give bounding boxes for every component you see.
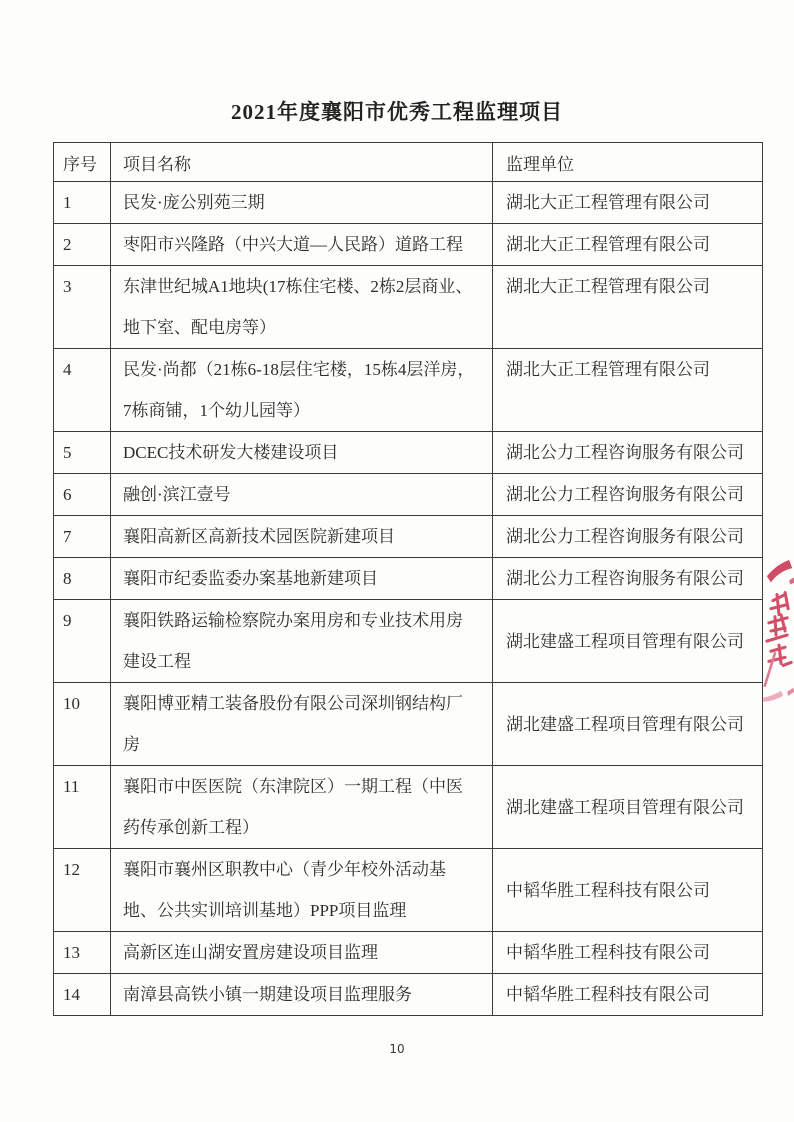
project-name: 民发·尚都（21栋6-18层住宅楼，15栋4层洋房，7栋商铺，1个幼儿园等） — [111, 349, 493, 432]
project-name: 襄阳市纪委监委办案基地新建项目 — [111, 558, 493, 600]
supervisor-name: 湖北大正工程管理有限公司 — [493, 349, 763, 432]
table-row — [54, 432, 763, 474]
supervisor-name: 湖北大正工程管理有限公司 — [493, 224, 763, 266]
table-row — [54, 224, 763, 266]
supervisor-name: 湖北公力工程咨询服务有限公司 — [493, 516, 763, 558]
supervisor-name: 湖北建盛工程项目管理有限公司 — [493, 766, 763, 849]
projects-table-body — [54, 182, 763, 1016]
supervisor-name: 湖北建盛工程项目管理有限公司 — [493, 600, 763, 683]
project-name: 东津世纪城A1地块(17栋住宅楼、2栋2层商业、地下室、配电房等） — [111, 266, 493, 349]
table-row — [54, 974, 763, 1016]
project-name: 高新区连山湖安置房建设项目监理 — [111, 932, 493, 974]
row-number: 3 — [54, 266, 111, 349]
supervisor-name: 湖北大正工程管理有限公司 — [493, 182, 763, 224]
supervisor-name: 湖北公力工程咨询服务有限公司 — [493, 474, 763, 516]
table-row — [54, 558, 763, 600]
row-number: 11 — [54, 766, 111, 849]
project-name: 襄阳博亚精工装备股份有限公司深圳钢结构厂房 — [111, 683, 493, 766]
supervisor-name: 湖北公力工程咨询服务有限公司 — [493, 432, 763, 474]
project-name: 襄阳铁路运输检察院办案用房和专业技术用房建设工程 — [111, 600, 493, 683]
supervisor-name: 湖北建盛工程项目管理有限公司 — [493, 683, 763, 766]
header-row — [54, 143, 763, 182]
page-number: 10 — [389, 1042, 405, 1056]
table-header — [54, 143, 763, 182]
table-row — [54, 683, 763, 766]
table-row — [54, 474, 763, 516]
row-number: 4 — [54, 349, 111, 432]
red-seal-fragment — [758, 556, 794, 708]
supervisor-name: 中韬华胜工程科技有限公司 — [493, 932, 763, 974]
project-name: 襄阳市中医医院（东津院区）一期工程（中医药传承创新工程） — [111, 766, 493, 849]
supervisor-name: 湖北公力工程咨询服务有限公司 — [493, 558, 763, 600]
row-number: 7 — [54, 516, 111, 558]
projects-table — [53, 142, 763, 1016]
row-number: 5 — [54, 432, 111, 474]
col-header-supervisor: 监理单位 — [493, 143, 763, 182]
project-name: 枣阳市兴隆路（中兴大道—人民路）道路工程 — [111, 224, 493, 266]
supervisor-name: 湖北大正工程管理有限公司 — [493, 266, 763, 349]
table-row — [54, 266, 763, 349]
project-name: DCEC技术研发大楼建设项目 — [111, 432, 493, 474]
project-name: 南漳县高铁小镇一期建设项目监理服务 — [111, 974, 493, 1016]
table-row — [54, 600, 763, 683]
row-number: 14 — [54, 974, 111, 1016]
row-number: 9 — [54, 600, 111, 683]
row-number: 8 — [54, 558, 111, 600]
col-header-index: 序号 — [54, 143, 111, 182]
table-row — [54, 516, 763, 558]
table-row — [54, 849, 763, 932]
table-row — [54, 349, 763, 432]
project-name: 民发·庞公别苑三期 — [111, 182, 493, 224]
supervisor-name: 中韬华胜工程科技有限公司 — [493, 849, 763, 932]
row-number: 2 — [54, 224, 111, 266]
row-number: 13 — [54, 932, 111, 974]
row-number: 1 — [54, 182, 111, 224]
table-row — [54, 182, 763, 224]
col-header-project: 项目名称 — [111, 143, 493, 182]
table-row — [54, 932, 763, 974]
supervisor-name: 中韬华胜工程科技有限公司 — [493, 974, 763, 1016]
row-number: 12 — [54, 849, 111, 932]
row-number: 10 — [54, 683, 111, 766]
page-title: 2021年度襄阳市优秀工程监理项目 — [231, 100, 563, 124]
project-name: 襄阳高新区高新技术园医院新建项目 — [111, 516, 493, 558]
project-name: 融创·滨江壹号 — [111, 474, 493, 516]
row-number: 6 — [54, 474, 111, 516]
table-row — [54, 766, 763, 849]
project-name: 襄阳市襄州区职教中心（青少年校外活动基地、公共实训培训基地）PPP项目监理 — [111, 849, 493, 932]
